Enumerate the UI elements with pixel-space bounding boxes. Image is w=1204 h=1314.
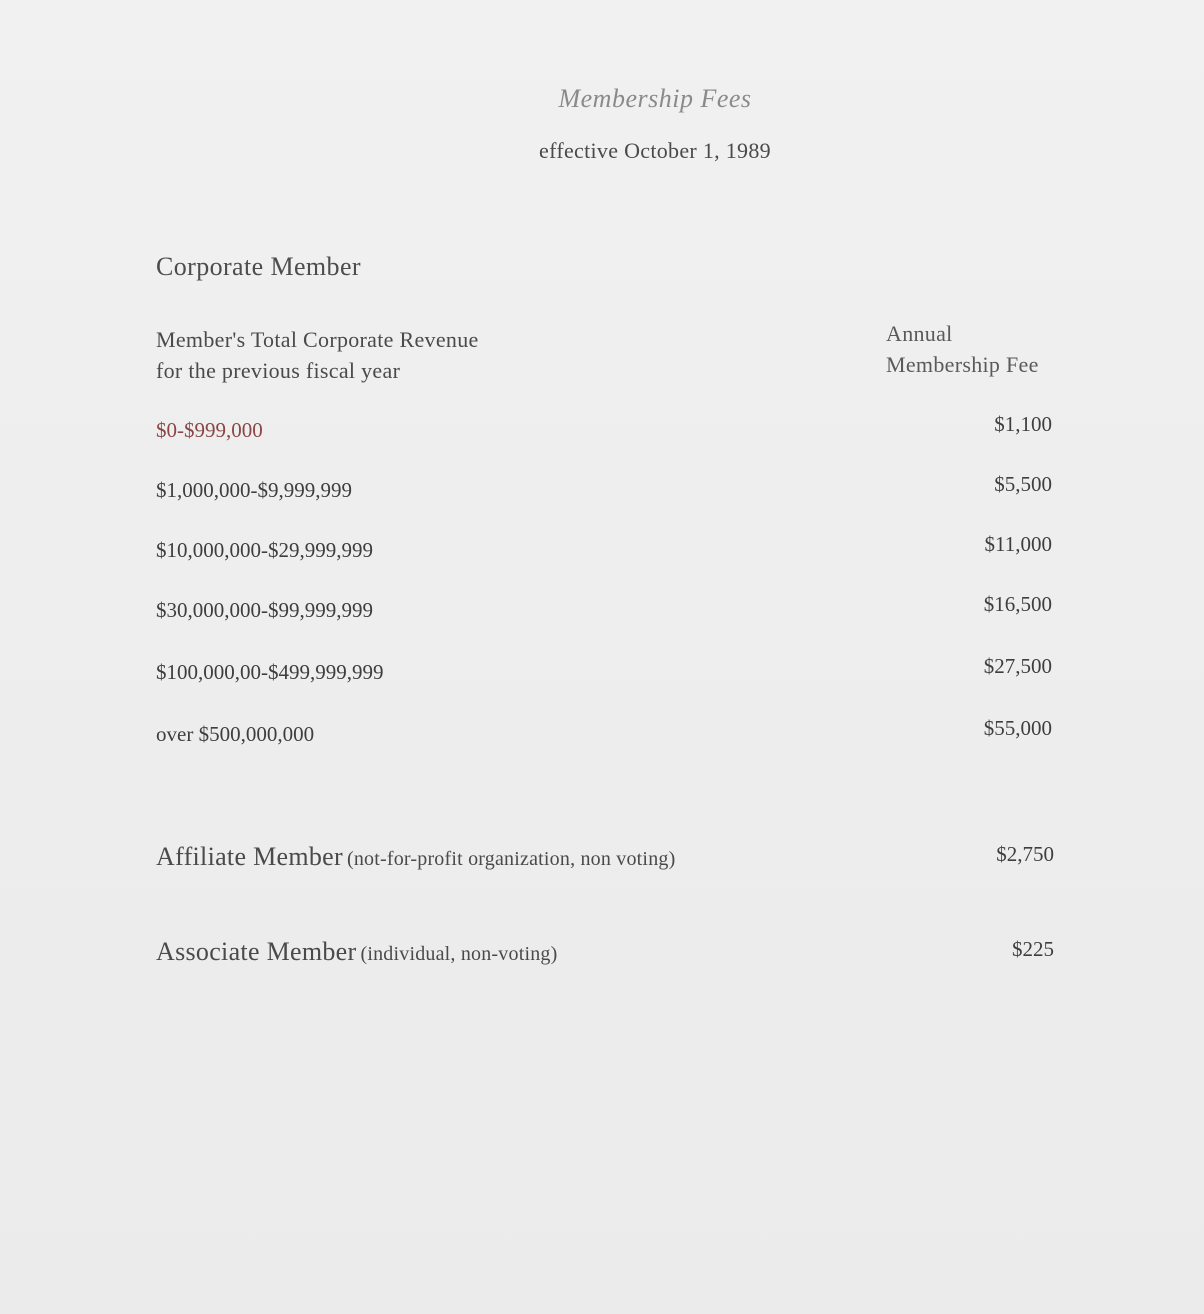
affiliate-member-note: (not-for-profit organization, non voting) [346, 848, 676, 870]
fee-header-line2: Membership Fee [886, 352, 1039, 377]
associate-member-fee: $225 [1012, 937, 1054, 961]
associate-member-note: (individual, non-voting) [360, 943, 558, 965]
fee-amount: $16,500 [983, 592, 1052, 616]
fee-row [156, 654, 1056, 692]
associate-member-name: Associate Member [156, 937, 357, 966]
revenue-range: $30,000,000-$99,999,999 [156, 598, 373, 622]
fee-amount: $1,100 [994, 412, 1052, 436]
fee-header-line1: Annual [886, 321, 953, 346]
fee-row [156, 472, 1056, 510]
revenue-column-header [156, 324, 479, 386]
fee-row [156, 532, 1056, 570]
fee-amount: $27,500 [983, 654, 1052, 678]
fee-amount: $55,000 [983, 716, 1052, 740]
page-title: Membership Fees [558, 84, 752, 113]
revenue-header-line2: for the previous fiscal year [156, 358, 401, 383]
fee-column-header [886, 318, 1039, 380]
effective-date: effective October 1, 1989 [539, 138, 771, 163]
revenue-range: $10,000,000-$29,999,999 [156, 538, 373, 562]
revenue-header-line1: Member's Total Corporate Revenue [156, 327, 479, 352]
fee-amount: $5,500 [994, 472, 1052, 496]
fee-row [156, 592, 1056, 630]
affiliate-member-name: Affiliate Member [156, 842, 343, 871]
revenue-range: $0-$999,000 [156, 418, 263, 442]
revenue-range: over $500,000,000 [156, 722, 315, 746]
fee-row [156, 412, 1056, 450]
fee-row [156, 716, 1056, 754]
affiliate-member-fee: $2,750 [996, 842, 1054, 866]
corporate-member-heading: Corporate Member [156, 252, 361, 281]
revenue-range: $100,000,00-$499,999,999 [156, 660, 384, 684]
revenue-range: $1,000,000-$9,999,999 [156, 478, 352, 502]
fee-amount: $11,000 [984, 532, 1052, 556]
